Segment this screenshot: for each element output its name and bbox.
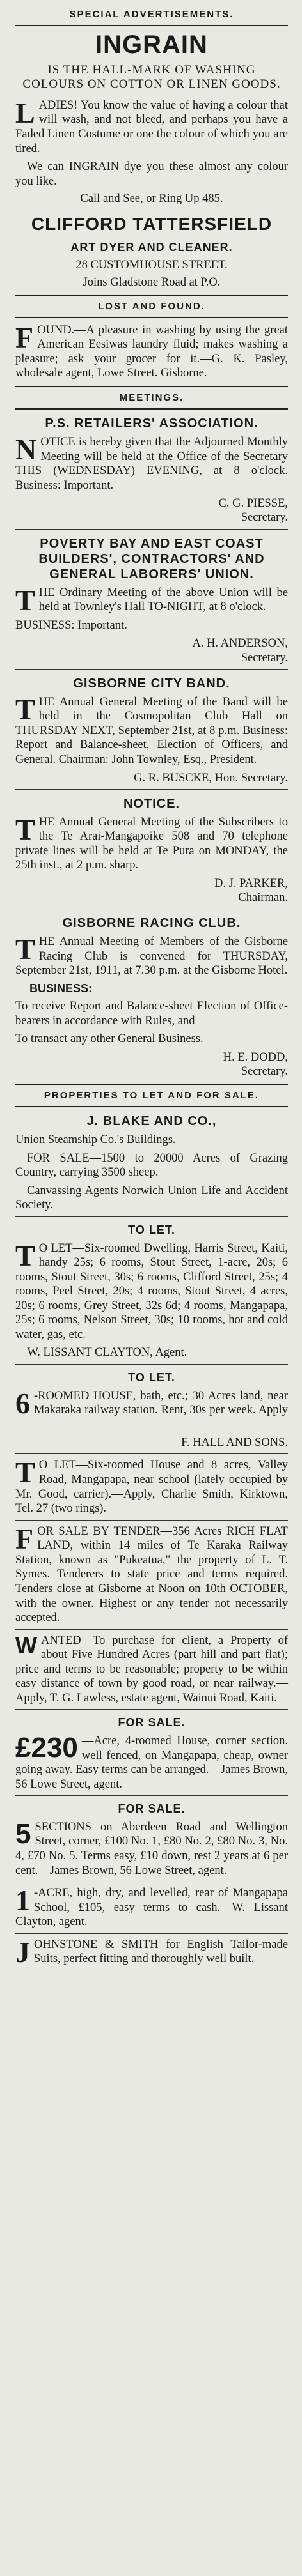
blake-canvas: Canvassing Agents Norwich Union Life and Accident Society. — [15, 1184, 288, 1212]
notice-title: NOTICE. — [123, 796, 180, 811]
racing-title: GISBORNE RACING CLUB. — [62, 916, 241, 931]
lost-text: OUND.—A pleasure in washing by using the great American Eesiwas laundry fluid; makes washing a pleasure; ask your grocer for it.—G. K. Pasley, wholesale agent, Lowe Street. Gisborne. — [15, 323, 288, 380]
ingrain-text: ADIES! You know the value of having a colour that will wash, and not bleed, and perhaps you have a Faded Linen Costume or one the colour of which you are tired. — [15, 98, 288, 155]
tolet2-signature — [15, 1436, 288, 1450]
divider — [15, 908, 288, 909]
divider — [15, 669, 288, 670]
racing-body — [15, 935, 288, 978]
section-header-special: SPECIAL ADVERTISEMENTS. — [69, 9, 234, 20]
poverty-role: Secretary. — [241, 651, 288, 664]
lost-body — [15, 323, 288, 381]
dropcap: 6 — [15, 1386, 30, 1420]
section-header-property: PROPERTIES TO LET AND FOR SALE. — [44, 1090, 260, 1101]
forsale1-body — [15, 1734, 288, 1791]
divider — [15, 1520, 288, 1521]
tattersfield-line2: 28 CUSTOMHOUSE STREET. — [76, 258, 228, 272]
tolet1-body — [15, 1241, 288, 1342]
ps-signature — [15, 496, 288, 525]
section-header-lost: LOST AND FOUND. — [98, 300, 205, 312]
tolet2-title: TO LET. — [128, 1371, 175, 1384]
divider — [15, 408, 288, 410]
forsale2-body — [15, 1820, 288, 1878]
notice-signature — [15, 877, 288, 905]
poverty-text: HE Ordinary Meeting of the above Union will be held at Townley's Hall TO-NIGHT, at 8 o'clock. — [38, 586, 288, 614]
divider — [15, 1453, 288, 1454]
wanted-text: ANTED—To purchase for client, a Property of about Five Hundred Acres (part hill and part flat); price and terms to be reasonable; property to be within easy distance of town by good road, or near railway.—Apply, T. G. Lawless, estate agent, Wainui Road, Kaiti. — [15, 1634, 288, 1705]
tolet2-body — [15, 1386, 288, 1432]
divider — [15, 1106, 288, 1107]
forsale2-text: SECTIONS on Aberdeen Road and Wellington Street, corner, £100 No. 1, £80 No. 2, £80 No. 3, No. 4, £70 No. 5. Terms easy, £10 down, rest 2 years at 6 per cent.—James Brown, 56 Lowe Street, agent. — [15, 1820, 288, 1877]
tender-body — [15, 1524, 288, 1625]
dropcap: T — [15, 693, 35, 726]
racing-role: Secretary. — [241, 1064, 288, 1078]
johnstone-body — [15, 1935, 288, 1968]
blake-body: FOR SALE—1500 to 20000 Acres of Grazing Country, carrying 3500 sheep. — [15, 1151, 288, 1179]
divider — [15, 295, 288, 296]
divider — [15, 1216, 288, 1217]
ps-text: OTICE is hereby given that the Adjourned Monthly Meeting will be held at the Office of the Secretary THIS (WEDNESDAY) EVENING, at 8 o'clock. Business: Important. — [15, 436, 288, 492]
tolet3-body — [15, 1458, 288, 1515]
tattersfield-name: CLIFFORD TATTERSFIELD — [31, 214, 273, 234]
divider — [15, 1084, 288, 1085]
divider — [15, 1933, 288, 1934]
tolet3-text: O LET—Six-roomed House and 8 acres, Valley Road, Mangapapa, near school (lately occupied by Mr. Good, carrier).—Apply, Charlie Smith, Kirktown, Tel. 27 (two rings). — [15, 1459, 288, 1515]
price-tag: £230 — [15, 1732, 78, 1764]
notice-text: HE Annual General Meeting of the Subscribers to the Te Arai-Mangapoike 508 and 70 telephone private lines will be held at Te Pura on MONDAY, the 25th inst., at 2 p.m. sharp. — [15, 815, 288, 872]
divider — [15, 1795, 288, 1796]
divider — [15, 1709, 288, 1710]
divider — [15, 386, 288, 387]
racing-business-label: BUSINESS: — [29, 982, 93, 995]
dropcap: T — [15, 933, 35, 966]
divider — [15, 317, 288, 318]
notice-signer: D. J. PARKER, — [214, 877, 288, 890]
johnstone-text: OHNSTONE & SMITH for English Tailor-made Suits, perfect fitting and thoroughly well built. — [34, 1938, 288, 1966]
tolet1-title: TO LET. — [128, 1223, 175, 1236]
forsale1-text: —Acre, 4-roomed House, corner section. well fenced, on Mangapapa, cheap, owner going away. Easy terms can be arranged.—James Brown, 56 Lowe Street, agent. — [15, 1735, 288, 1791]
divider — [15, 1364, 288, 1365]
poverty-title: POVERTY BAY AND EAST COAST BUILDERS', CONTRACTORS' AND GENERAL LABORERS' UNION. — [38, 536, 265, 581]
band-body — [15, 695, 288, 767]
dropcap: J — [15, 1935, 30, 1968]
notice-body — [15, 815, 288, 873]
band-text: HE Annual General Meeting of the Band will be held in the Cosmopolitan Club Hall on THURSDAY NEXT, September 21st, at 8 p.m. Business: Report and Balance-sheet, Election of Officers, and General. Chairman: John Townley, Esq., President. — [15, 695, 288, 766]
dropcap: T — [15, 1239, 35, 1272]
racing-item2: To transact any other General Business. — [15, 1032, 203, 1046]
ps-title: P.S. RETAILERS' ASSOCIATION. — [45, 417, 258, 431]
ingrain-title: INGRAIN — [95, 31, 208, 59]
wanted-body — [15, 1634, 288, 1706]
dropcap: T — [15, 813, 35, 846]
tolet1-signer: —W. LISSANT CLAYTON, Agent. — [15, 1346, 187, 1360]
dropcap: 5 — [15, 1818, 31, 1850]
dropcap: F — [15, 1522, 34, 1555]
acre-body — [15, 1886, 288, 1929]
ps-role: Secretary. — [241, 511, 288, 525]
divider — [15, 1629, 288, 1630]
tolet2-signer: F. HALL AND SONS. — [181, 1436, 288, 1450]
band-signer: G. R. BUSCKE, Hon. Secretary. — [134, 771, 288, 785]
poverty-body — [15, 583, 288, 617]
forsale1-title: FOR SALE. — [118, 1716, 186, 1729]
tattersfield-line3: Joins Gladstone Road at P.O. — [83, 275, 221, 289]
dropcap: W — [15, 1632, 37, 1659]
notice-role: Chairman. — [238, 891, 288, 905]
racing-signature — [15, 1050, 288, 1078]
poverty-signer: A. H. ANDERSON, — [192, 637, 288, 650]
tolet2-text: -ROOMED HOUSE, bath, etc.; 30 Acres land, near Makaraka railway station. Rent, 30s per week. Apply— — [15, 1389, 288, 1431]
racing-item1: To receive Report and Balance-sheet Election of Office-bearers in accordance with Rules, and — [15, 1000, 288, 1027]
dropcap: F — [15, 321, 34, 354]
ps-signer: C. G. PIESSE, — [218, 497, 288, 510]
racing-text: HE Annual Meeting of Members of the Gisborne Racing Club is convened for THURSDAY, September 21st, 1911, at 7.30 p.m. at the Gisborne Hotel. — [15, 935, 288, 977]
ingrain-tagline: IS THE HALL-MARK OF WASHING COLOURS ON COTTON OR LINEN GOODS. — [22, 63, 281, 91]
band-title: GISBORNE CITY BAND. — [73, 676, 230, 691]
tender-text: OR SALE BY TENDER—356 Acres RICH FLAT LAND, within 14 miles of Te Karaka Railway Station, known as "Pukeatua," the property of L. T. Symes. Tenderers to state price and terms required. Tenders close at Gisborne at Noon on 10th OCTOBER, with the owner. Highest or any tender not necessarily accepted. — [15, 1524, 288, 1625]
divider — [15, 529, 288, 530]
tattersfield-line1: ART DYER AND CLEANER. — [70, 241, 233, 254]
dropcap: L — [15, 96, 35, 129]
poverty-signature — [15, 636, 288, 664]
ingrain-call: Call and See, or Ring Up 485. — [80, 192, 223, 206]
blake-sub: Union Steamship Co.'s Buildings. — [15, 1133, 176, 1147]
blake-title: J. BLAKE AND CO., — [86, 1114, 217, 1129]
divider — [15, 25, 288, 26]
ps-body — [15, 435, 288, 493]
poverty-business: BUSINESS: Important. — [15, 618, 127, 632]
ingrain-body — [15, 98, 288, 156]
tolet1-text: O LET—Six-roomed Dwelling, Harris Street, Kaiti, handy 25s; 6 rooms, Stout Street, 1-acre, 20s; 6 rooms, Stout Street, 30s; 6 rooms, Clifford Street, 25s; 4 rooms, Peel Street, 20s; 4 rooms, Stout Street, 4 acres, 20s; 6 rooms, Grey Street, 32s 6d; 4 rooms, Mangapapa, 25s; 6 rooms, Nelson Street, 30s; 10 rooms, hot and cold water, gas, etc. — [15, 1241, 288, 1341]
dropcap: T — [15, 583, 35, 617]
divider — [15, 789, 288, 790]
forsale2-title: FOR SALE. — [118, 1802, 186, 1816]
racing-signer: H. E. DODD, — [223, 1050, 288, 1064]
dropcap: 1 — [15, 1884, 30, 1917]
dropcap: T — [15, 1456, 35, 1489]
acre-text: -ACRE, high, dry, and levelled, rear of Mangapapa School, £105, easy terms to cash.—W. Lissant Clayton, agent. — [15, 1887, 288, 1929]
dropcap: N — [15, 433, 37, 466]
ingrain-body-2: We can INGRAIN dye you these almost any colour you like. — [15, 160, 288, 188]
band-signature — [15, 771, 288, 785]
section-header-meetings: MEETINGS. — [119, 392, 184, 404]
